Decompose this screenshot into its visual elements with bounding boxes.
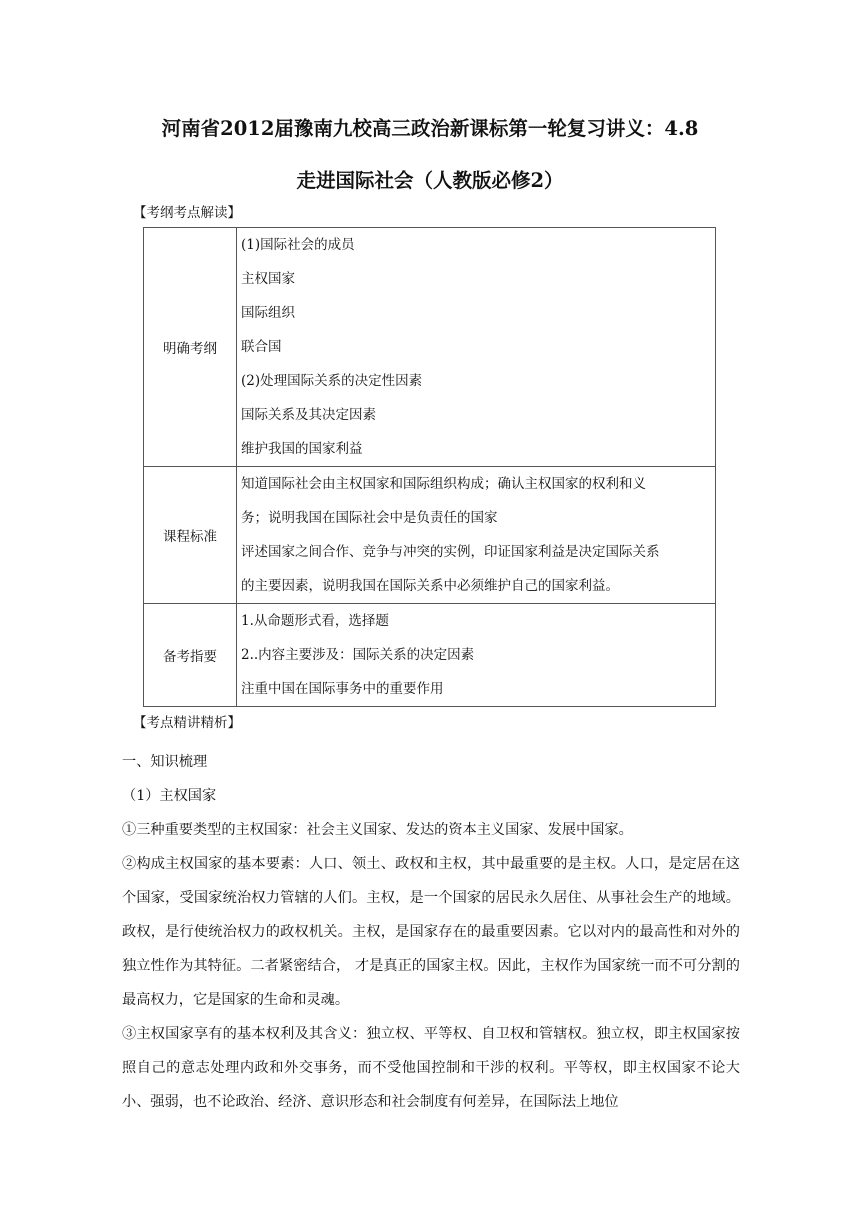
subsection-heading: （1）主权国家: [122, 788, 217, 804]
body-text: [122, 745, 740, 1119]
row-line: 注重中国在国际事务中的重要作用: [241, 681, 444, 697]
row-line: (1)国际社会的成员: [241, 237, 355, 253]
row-line: 务；说明我国在国际社会中是负责任的国家: [241, 510, 498, 526]
row-label: 明确考纲: [144, 228, 237, 467]
row-line: 主权国家: [241, 271, 295, 287]
row-line: 维护我国的国家利益: [241, 441, 363, 457]
row-line: 国际组织: [241, 305, 295, 321]
analysis-heading: 【考点精讲精析】: [133, 715, 241, 731]
row-line: 的主要因素，说明我国在国际关系中必须维护自己的国家利益。: [241, 578, 619, 594]
row-label: 备考指要: [144, 604, 237, 707]
section-heading: 一、知识梳理: [122, 754, 208, 770]
outline-heading: 【考纲考点解读】: [133, 205, 241, 221]
row-line: 评述国家之间合作、竞争与冲突的实例，印证国家利益是决定国际关系: [241, 544, 660, 560]
row-line: 知道国际社会由主权国家和国际组织构成；确认主权国家的权利和义: [241, 476, 646, 492]
row-content: [237, 604, 716, 707]
row-label: 课程标准: [144, 467, 237, 604]
row-line: (2)处理国际关系的决定性因素: [241, 373, 423, 389]
exam-outline-table: [143, 227, 716, 707]
row-line: 1.从命题形式看，选择题: [241, 613, 389, 629]
document-title: [120, 103, 740, 207]
title-line-2: 走进国际社会（人教版必修2）: [296, 169, 564, 192]
row-content: [237, 467, 716, 604]
paragraph: ②构成主权国家的基本要素：人口、领土、政权和主权，其中最重要的是主权。人口，是定居在这个国家，受国家统治权力管辖的人们。主权，是一个国家的居民永久居住、从事社会生产的地域。政权，是行使统治权力的政权机关。主权，是国家存在的最重要因素。它以对内的最高性和对外的独立性作为其特征。二者紧密结合， 才是真正的国家主权。因此，主权作为国家统一而不可分割的最高权力，它是国家的生命和灵魂。: [122, 856, 740, 1008]
row-line: 联合国: [241, 339, 282, 355]
table-row: [144, 467, 716, 604]
table-row: [144, 604, 716, 707]
row-content: [237, 228, 716, 467]
table-row: [144, 228, 716, 467]
paragraph: ①三种重要类型的主权国家：社会主义国家、发达的资本主义国家、发展中国家。: [122, 822, 633, 838]
row-line: 2..内容主要涉及：国际关系的决定因素: [241, 647, 475, 663]
title-line-1: 河南省2012届豫南九校高三政治新课标第一轮复习讲义：4.8: [161, 117, 699, 140]
row-line: 国际关系及其决定因素: [241, 407, 376, 423]
paragraph: ③主权国家享有的基本权利及其含义：独立权、平等权、自卫权和管辖权。独立权，即主权国家按照自己的意志处理内政和外交事务，而不受他国控制和干涉的权利。平等权，即主权国家不论大小、强弱，也不论政治、经济、意识形态和社会制度有何差异，在国际法上地位: [122, 1026, 740, 1110]
